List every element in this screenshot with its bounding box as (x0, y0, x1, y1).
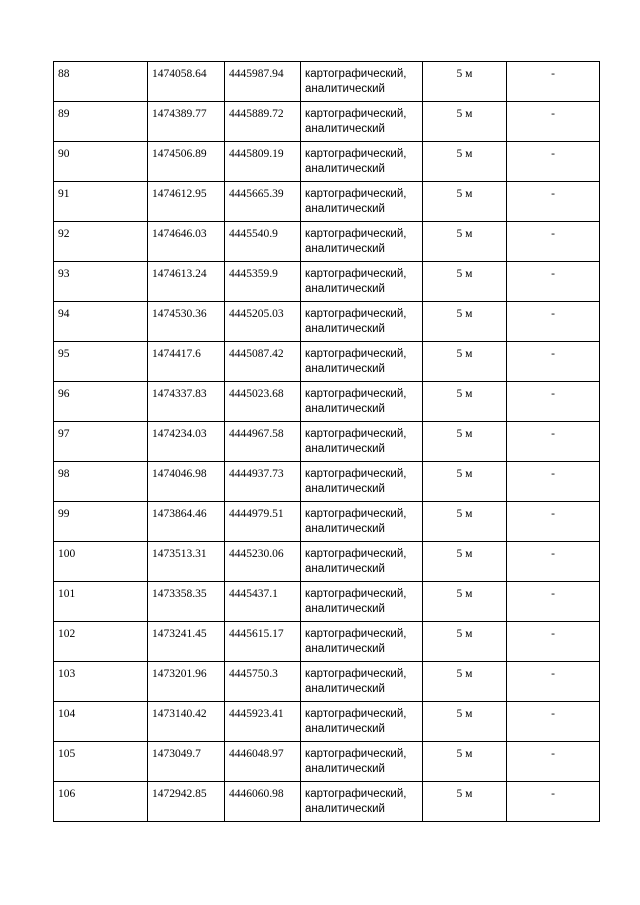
method-line-1: картографический, (305, 508, 407, 520)
y-coordinate-cell: 4445615.17 (225, 622, 301, 662)
y-coordinate-cell: 4445750.3 (225, 662, 301, 702)
method-line-2: аналитический (305, 123, 385, 135)
point-number-cell: 93 (54, 262, 148, 302)
table-row (54, 382, 600, 422)
method-cell (301, 182, 423, 222)
x-coordinate-cell: 1474646.03 (148, 222, 225, 262)
accuracy-cell: 5 м (423, 782, 507, 822)
point-number-cell: 98 (54, 462, 148, 502)
method-cell (301, 262, 423, 302)
method-line-1: картографический, (305, 428, 407, 440)
point-number-cell: 88 (54, 62, 148, 102)
method-cell (301, 622, 423, 662)
table-row (54, 462, 600, 502)
method-line-2: аналитический (305, 523, 385, 535)
accuracy-cell: 5 м (423, 462, 507, 502)
note-cell: - (507, 382, 600, 422)
note-cell: - (507, 582, 600, 622)
note-cell: - (507, 182, 600, 222)
x-coordinate-cell: 1474046.98 (148, 462, 225, 502)
table-row (54, 302, 600, 342)
note-cell: - (507, 462, 600, 502)
y-coordinate-cell: 4445437.1 (225, 582, 301, 622)
method-cell (301, 582, 423, 622)
method-cell (301, 702, 423, 742)
x-coordinate-cell: 1473358.35 (148, 582, 225, 622)
accuracy-cell: 5 м (423, 662, 507, 702)
point-number-cell: 95 (54, 342, 148, 382)
method-cell (301, 302, 423, 342)
note-cell: - (507, 782, 600, 822)
method-cell (301, 142, 423, 182)
method-line-2: аналитический (305, 403, 385, 415)
y-coordinate-cell: 4445809.19 (225, 142, 301, 182)
accuracy-cell: 5 м (423, 62, 507, 102)
y-coordinate-cell: 4446048.97 (225, 742, 301, 782)
method-line-1: картографический, (305, 308, 407, 320)
method-line-2: аналитический (305, 563, 385, 575)
table-row (54, 542, 600, 582)
note-cell: - (507, 102, 600, 142)
accuracy-cell: 5 м (423, 542, 507, 582)
method-cell (301, 382, 423, 422)
method-line-1: картографический, (305, 748, 407, 760)
table-row (54, 62, 600, 102)
accuracy-cell: 5 м (423, 222, 507, 262)
method-line-1: картографический, (305, 548, 407, 560)
accuracy-cell: 5 м (423, 142, 507, 182)
note-cell: - (507, 302, 600, 342)
x-coordinate-cell: 1473201.96 (148, 662, 225, 702)
note-cell: - (507, 262, 600, 302)
method-line-1: картографический, (305, 68, 407, 80)
method-line-1: картографический, (305, 588, 407, 600)
point-number-cell: 103 (54, 662, 148, 702)
method-line-2: аналитический (305, 243, 385, 255)
y-coordinate-cell: 4445889.72 (225, 102, 301, 142)
method-cell (301, 422, 423, 462)
point-number-cell: 97 (54, 422, 148, 462)
method-line-2: аналитический (305, 643, 385, 655)
y-coordinate-cell: 4445987.94 (225, 62, 301, 102)
table-row (54, 222, 600, 262)
accuracy-cell: 5 м (423, 182, 507, 222)
accuracy-cell: 5 м (423, 102, 507, 142)
note-cell: - (507, 502, 600, 542)
y-coordinate-cell: 4445359.9 (225, 262, 301, 302)
x-coordinate-cell: 1473140.42 (148, 702, 225, 742)
method-cell (301, 742, 423, 782)
point-number-cell: 106 (54, 782, 148, 822)
method-line-1: картографический, (305, 628, 407, 640)
x-coordinate-cell: 1473513.31 (148, 542, 225, 582)
point-number-cell: 91 (54, 182, 148, 222)
point-number-cell: 89 (54, 102, 148, 142)
method-line-2: аналитический (305, 363, 385, 375)
accuracy-cell: 5 м (423, 422, 507, 462)
point-number-cell: 102 (54, 622, 148, 662)
y-coordinate-cell: 4444967.58 (225, 422, 301, 462)
table-row (54, 342, 600, 382)
method-line-2: аналитический (305, 203, 385, 215)
table-row (54, 102, 600, 142)
x-coordinate-cell: 1473864.46 (148, 502, 225, 542)
method-cell (301, 102, 423, 142)
x-coordinate-cell: 1474613.24 (148, 262, 225, 302)
note-cell: - (507, 622, 600, 662)
method-line-2: аналитический (305, 323, 385, 335)
y-coordinate-cell: 4445205.03 (225, 302, 301, 342)
method-line-1: картографический, (305, 668, 407, 680)
table-row (54, 702, 600, 742)
note-cell: - (507, 742, 600, 782)
accuracy-cell: 5 м (423, 382, 507, 422)
x-coordinate-cell: 1474612.95 (148, 182, 225, 222)
x-coordinate-cell: 1472942.85 (148, 782, 225, 822)
note-cell: - (507, 422, 600, 462)
x-coordinate-cell: 1474058.64 (148, 62, 225, 102)
coordinates-table-body (54, 62, 600, 822)
method-line-1: картографический, (305, 188, 407, 200)
accuracy-cell: 5 м (423, 582, 507, 622)
table-row (54, 662, 600, 702)
note-cell: - (507, 702, 600, 742)
table-row (54, 182, 600, 222)
table-row (54, 142, 600, 182)
y-coordinate-cell: 4445665.39 (225, 182, 301, 222)
method-line-2: аналитический (305, 443, 385, 455)
table-row (54, 582, 600, 622)
y-coordinate-cell: 4445230.06 (225, 542, 301, 582)
method-line-2: аналитический (305, 803, 385, 815)
table-row (54, 782, 600, 822)
method-line-1: картографический, (305, 788, 407, 800)
point-number-cell: 94 (54, 302, 148, 342)
accuracy-cell: 5 м (423, 262, 507, 302)
method-cell (301, 502, 423, 542)
x-coordinate-cell: 1474234.03 (148, 422, 225, 462)
y-coordinate-cell: 4445540.9 (225, 222, 301, 262)
note-cell: - (507, 222, 600, 262)
x-coordinate-cell: 1473241.45 (148, 622, 225, 662)
method-cell (301, 342, 423, 382)
point-number-cell: 92 (54, 222, 148, 262)
x-coordinate-cell: 1474389.77 (148, 102, 225, 142)
accuracy-cell: 5 м (423, 502, 507, 542)
note-cell: - (507, 62, 600, 102)
method-line-2: аналитический (305, 683, 385, 695)
accuracy-cell: 5 м (423, 302, 507, 342)
table-row (54, 622, 600, 662)
note-cell: - (507, 662, 600, 702)
method-line-1: картографический, (305, 348, 407, 360)
table-row (54, 742, 600, 782)
method-line-1: картографический, (305, 148, 407, 160)
method-line-1: картографический, (305, 228, 407, 240)
method-line-1: картографический, (305, 388, 407, 400)
method-line-1: картографический, (305, 468, 407, 480)
method-cell (301, 542, 423, 582)
method-line-2: аналитический (305, 83, 385, 95)
point-number-cell: 105 (54, 742, 148, 782)
point-number-cell: 96 (54, 382, 148, 422)
method-cell (301, 62, 423, 102)
method-cell (301, 222, 423, 262)
y-coordinate-cell: 4444979.51 (225, 502, 301, 542)
note-cell: - (507, 542, 600, 582)
y-coordinate-cell: 4445087.42 (225, 342, 301, 382)
table-row (54, 502, 600, 542)
accuracy-cell: 5 м (423, 702, 507, 742)
method-cell (301, 782, 423, 822)
method-line-1: картографический, (305, 708, 407, 720)
y-coordinate-cell: 4445023.68 (225, 382, 301, 422)
method-cell (301, 662, 423, 702)
accuracy-cell: 5 м (423, 342, 507, 382)
x-coordinate-cell: 1474530.36 (148, 302, 225, 342)
method-line-2: аналитический (305, 603, 385, 615)
point-number-cell: 99 (54, 502, 148, 542)
method-line-2: аналитический (305, 763, 385, 775)
y-coordinate-cell: 4446060.98 (225, 782, 301, 822)
note-cell: - (507, 142, 600, 182)
point-number-cell: 101 (54, 582, 148, 622)
point-number-cell: 100 (54, 542, 148, 582)
method-cell (301, 462, 423, 502)
x-coordinate-cell: 1473049.7 (148, 742, 225, 782)
accuracy-cell: 5 м (423, 742, 507, 782)
x-coordinate-cell: 1474337.83 (148, 382, 225, 422)
method-line-2: аналитический (305, 163, 385, 175)
point-number-cell: 104 (54, 702, 148, 742)
note-cell: - (507, 342, 600, 382)
method-line-2: аналитический (305, 483, 385, 495)
method-line-2: аналитический (305, 723, 385, 735)
method-line-1: картографический, (305, 268, 407, 280)
table-row (54, 262, 600, 302)
method-line-1: картографический, (305, 108, 407, 120)
y-coordinate-cell: 4445923.41 (225, 702, 301, 742)
method-line-2: аналитический (305, 283, 385, 295)
table-row (54, 422, 600, 462)
x-coordinate-cell: 1474417.6 (148, 342, 225, 382)
point-number-cell: 90 (54, 142, 148, 182)
coordinates-table (53, 61, 600, 822)
accuracy-cell: 5 м (423, 622, 507, 662)
y-coordinate-cell: 4444937.73 (225, 462, 301, 502)
x-coordinate-cell: 1474506.89 (148, 142, 225, 182)
